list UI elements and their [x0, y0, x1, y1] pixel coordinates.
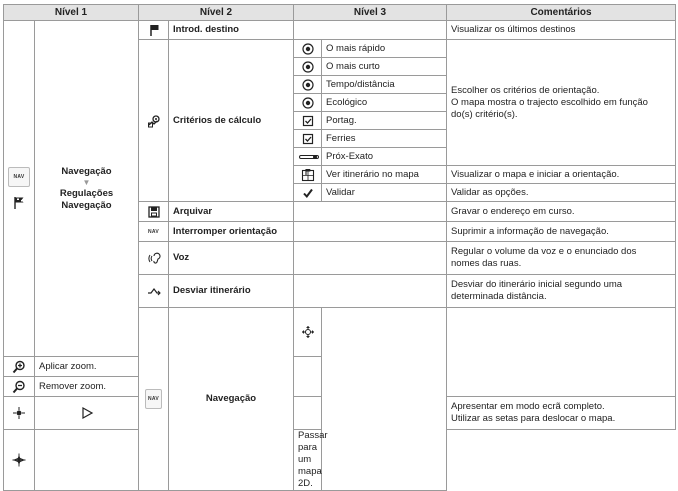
checkmark-icon — [300, 185, 316, 201]
destino-level3-empty — [294, 21, 447, 40]
compass-icon — [11, 452, 27, 468]
nav-icon: NAV — [8, 167, 30, 187]
position-icon — [11, 405, 27, 421]
zoom-out-icon-cell — [4, 377, 35, 397]
opt-curto-icon-cell — [294, 58, 322, 76]
opt-portag-icon-cell — [294, 112, 322, 130]
desviar-icon-cell — [139, 275, 169, 308]
flag-icon — [11, 195, 27, 211]
interromper-comment: Suprimir a informação de navegação. — [447, 222, 676, 242]
desviar-comment-line-1: Desviar do itinerário inicial segundo uma — [451, 279, 623, 290]
level1-navegacao: Navegação — [61, 165, 112, 177]
fullscreen-level3-empty — [294, 397, 322, 430]
checkbox-icon — [300, 113, 316, 129]
radio-button-icon — [300, 41, 316, 57]
ver-label: Ver itinerário no mapa — [322, 166, 447, 184]
radio-button-icon — [300, 77, 316, 93]
interromper-level3-empty — [294, 222, 447, 242]
fullscreen-comment-line-2: Utilizar as setas para deslocar o mapa. — [451, 413, 616, 424]
opt-tempo-icon-cell — [294, 76, 322, 94]
voz-icon-cell — [139, 242, 169, 275]
destination-flag-icon — [146, 22, 162, 38]
menu-table — [3, 4, 676, 491]
opt-rapido-icon-cell — [294, 40, 322, 58]
route-settings-icon — [146, 113, 162, 129]
header-level1: Nível 1 — [4, 5, 139, 21]
opt-rapido-label: O mais rápido — [322, 40, 447, 58]
zoom-in-icon-cell — [4, 357, 35, 377]
validar-icon-cell — [294, 184, 322, 202]
destino-comment: Visualizar os últimos destinos — [447, 21, 676, 40]
section2-level1-label: Navegação — [169, 308, 294, 491]
radio-button-icon — [300, 95, 316, 111]
voz-label: Voz — [169, 242, 294, 275]
fullscreen-icon-cell — [4, 397, 35, 430]
criterios-comment — [447, 40, 676, 166]
desviar-comment — [447, 275, 676, 308]
header-level2: Nível 2 — [139, 5, 294, 21]
play-triangle-icon — [79, 405, 95, 421]
map2d-level3-empty — [35, 430, 169, 491]
arquivar-label: Arquivar — [169, 202, 294, 222]
fullscreen-comment-line-1: Apresentar em modo ecrã completo. — [451, 401, 605, 412]
fullscreen-comment — [447, 397, 676, 430]
header-comments: Comentários — [447, 5, 676, 21]
section2-level3-empty-top — [447, 308, 676, 397]
arquivar-level3-empty — [294, 202, 447, 222]
nav-icon: NAV — [145, 389, 162, 409]
map2d-icon-cell — [4, 430, 35, 491]
level1-navegacao-2: Navegação — [61, 199, 112, 211]
slider-icon — [298, 149, 320, 165]
zoom-out-comment: Remover zoom. — [35, 377, 139, 397]
ver-comment: Visualizar o mapa e iniciar a orientação. — [447, 166, 676, 184]
detour-icon — [146, 283, 162, 299]
criterios-comment-line-3: do(s) critério(s). — [451, 108, 518, 120]
criterios-label: Critérios de cálculo — [169, 40, 294, 202]
opt-portag-label: Portag. — [322, 112, 447, 130]
table-row-introd-destino — [4, 21, 676, 40]
criterios-comment-line-2: O mapa mostra o trajecto escolhido em função — [451, 96, 648, 108]
texto-icon-cell — [294, 308, 322, 357]
radio-button-icon — [300, 59, 316, 75]
voice-icon — [146, 250, 162, 266]
zoom-in-comment: Aplicar zoom. — [35, 357, 139, 377]
ver-icon-cell — [294, 166, 322, 184]
section1-level1-icons — [4, 21, 35, 357]
arquivar-comment: Gravar o endereço em curso. — [447, 202, 676, 222]
opt-prox-label: Próx-Exato — [322, 148, 447, 166]
map-flag-icon — [300, 167, 316, 183]
destino-label: Introd. destino — [169, 21, 294, 40]
section2-level2-empty — [322, 308, 447, 491]
voz-comment-line-1: Regular o volume da voz e o enunciado dos — [451, 246, 637, 257]
voz-comment-line-2: nomes das ruas. — [451, 258, 522, 269]
criterios-comment-line-1: Escolher os critérios de orientação. — [451, 84, 600, 96]
arquivar-icon-cell — [139, 202, 169, 222]
interromper-icon-cell — [139, 222, 169, 242]
opt-ferries-label: Ferries — [322, 130, 447, 148]
opt-curto-label: O mais curto — [322, 58, 447, 76]
criterios-icon-cell — [139, 40, 169, 202]
desviar-comment-line-2: determinada distância. — [451, 291, 547, 302]
opt-ecologico-label: Ecológico — [322, 94, 447, 112]
destino-icon-cell — [139, 21, 169, 40]
save-icon — [146, 204, 162, 220]
opt-ecologico-icon-cell — [294, 94, 322, 112]
header-level3: Nível 3 — [294, 5, 447, 21]
section1-level1-menu — [35, 21, 139, 357]
level1-regulacoes: Regulações — [59, 187, 114, 199]
voz-level3-empty — [294, 242, 447, 275]
header-row — [4, 5, 676, 21]
move-cross-icon — [300, 324, 316, 340]
checkbox-icon — [300, 131, 316, 147]
desviar-label: Desviar itinerário — [169, 275, 294, 308]
opt-tempo-label: Tempo/distância — [322, 76, 447, 94]
opt-ferries-icon-cell — [294, 130, 322, 148]
validar-comment: Validar as opções. — [447, 184, 676, 202]
validar-label: Validar — [322, 184, 447, 202]
opt-prox-icon-cell — [294, 148, 322, 166]
voz-comment — [447, 242, 676, 275]
arrow-down-icon: ▼ — [82, 177, 91, 187]
play-icon-cell — [35, 397, 139, 430]
map2d-comment: Passar para um mapa 2D. — [294, 430, 322, 491]
zoom-in-icon — [11, 359, 27, 375]
zoom-out-icon — [11, 379, 27, 395]
interromper-label: Interromper orientação — [169, 222, 294, 242]
desviar-level3-empty — [294, 275, 447, 308]
nav-text-icon: NAV — [147, 228, 160, 235]
